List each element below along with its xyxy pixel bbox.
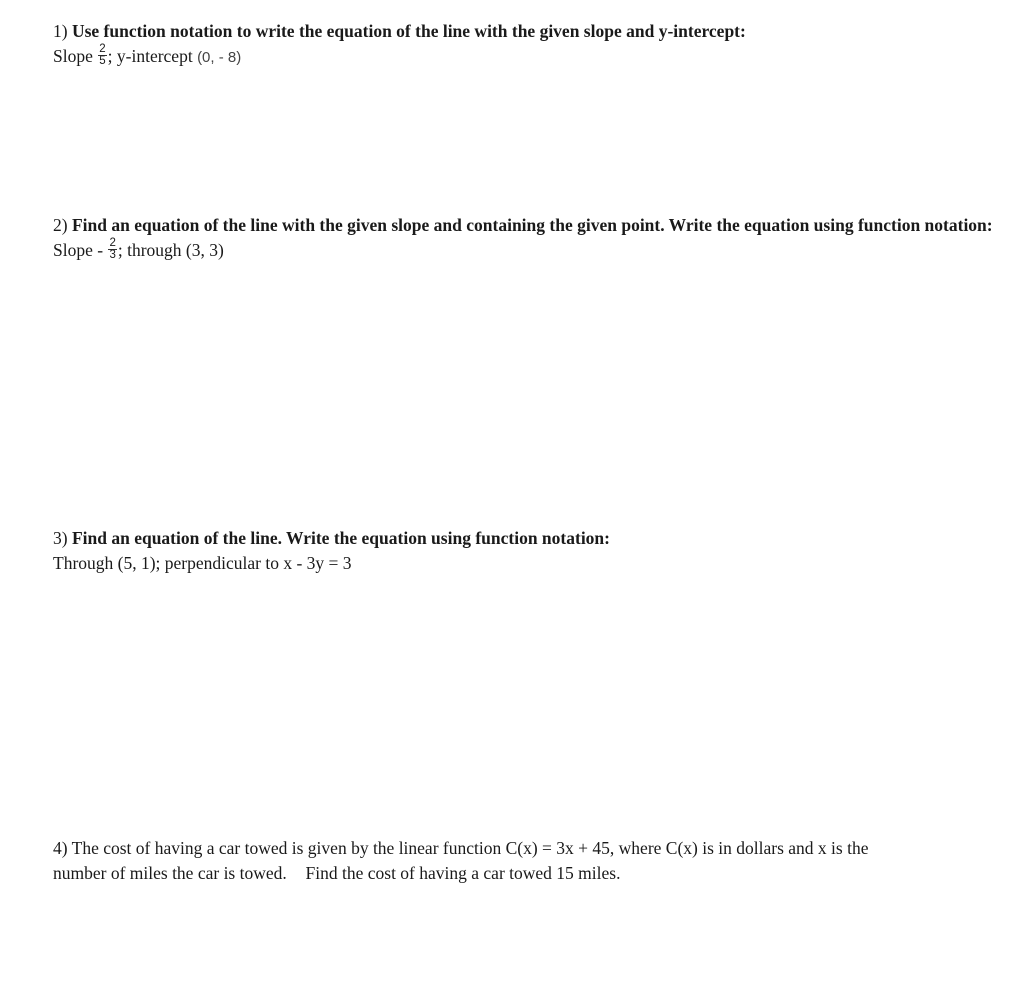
question-3-prompt <box>53 526 1013 551</box>
question-1 <box>53 19 1013 70</box>
question-2-number: 2) <box>53 215 68 235</box>
question-3-prompt-text: Find an equation of the line. Write the equation using function notation: <box>71 528 610 548</box>
question-1-detail <box>53 44 1013 70</box>
question-4 <box>53 836 1013 886</box>
slope-label: Slope <box>53 46 93 66</box>
question-3-detail: Through (5, 1); perpendicular to x - 3y = 3 <box>53 553 352 573</box>
question-1-prompt-text: Use function notation to write the equation of the line with the given slope and y-intercept: <box>71 21 746 41</box>
question-3-number: 3) <box>53 528 68 548</box>
slope-numerator: 2 <box>99 43 106 56</box>
question-2-prompt-text: Find an equation of the line with the given slope and containing the given point. Write the equation using function notation: <box>71 215 993 235</box>
question-4-line-2-part-a: number of miles the car is towed. <box>53 863 287 883</box>
y-intercept-label: ; y-intercept <box>107 46 193 66</box>
slope-denominator: 3 <box>109 249 116 262</box>
question-2-prompt <box>53 213 1013 263</box>
slope-numerator: 2 <box>109 237 116 250</box>
question-4-line-1: 4) The cost of having a car towed is given by the linear function C(x) = 3x + 45, where C(x) is in dollars and x is the <box>53 838 869 858</box>
y-intercept-point: (0, - 8) <box>197 49 242 66</box>
question-4-line-2-part-b: Find the cost of having a car towed 15 miles. <box>305 863 621 883</box>
question-1-prompt <box>53 19 1013 44</box>
slope-denominator: 5 <box>99 55 106 68</box>
slope-fraction <box>108 238 116 261</box>
question-3 <box>53 526 1013 576</box>
through-point: ; through (3, 3) <box>117 240 224 260</box>
question-1-number: 1) <box>53 21 68 41</box>
slope-label: Slope - <box>53 240 104 260</box>
question-4-line-2 <box>53 861 1013 886</box>
question-2 <box>53 213 1013 263</box>
slope-fraction <box>98 44 106 67</box>
